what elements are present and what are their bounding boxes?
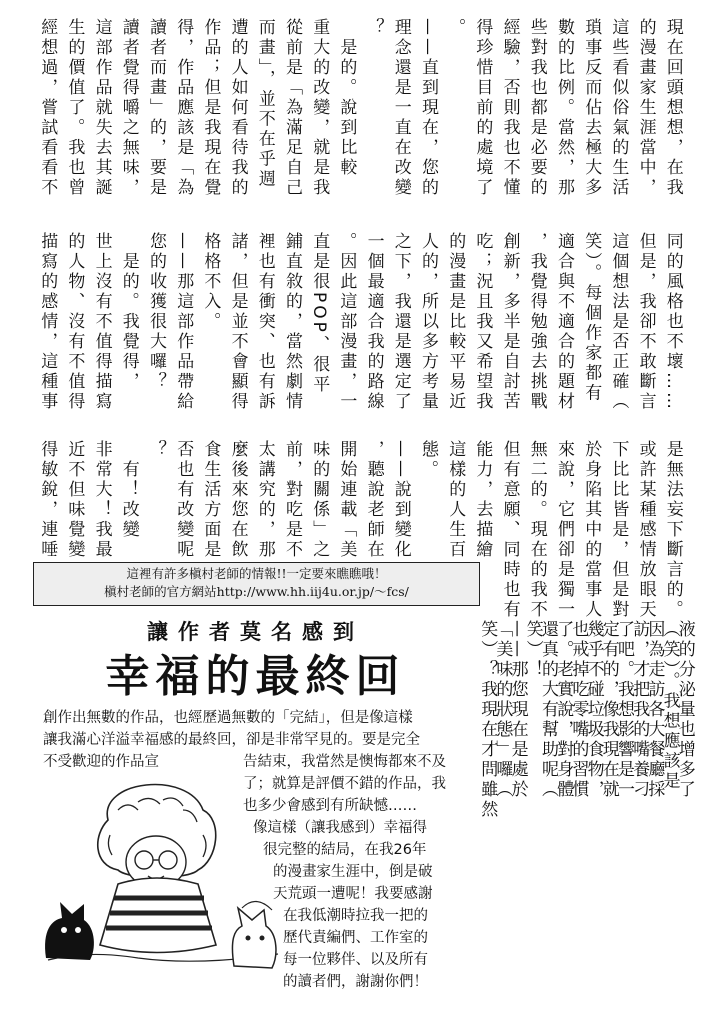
text-column: 這個想法是否正確（ (608, 232, 629, 412)
text-column: 於身陷其中的當事人 (581, 440, 602, 620)
text-column: ，聽說老師在 (363, 440, 384, 560)
note-line: 的讀者們，謝謝你們！ (283, 974, 428, 990)
text-column: 能力，去描繪 (472, 440, 493, 560)
banner-line-2: 槇村老師的官方網站http://www.hh.iij4u.or.jp/～fcs/ (104, 584, 409, 599)
note-line: 像這樣（讓我感到）幸福得 (253, 820, 427, 836)
text-column: 一個最適合我的路線 (363, 232, 384, 412)
text-column: 是的。我覺得， (118, 232, 139, 392)
text-column: 生的價值了。我也曾 (64, 18, 85, 198)
note-line: 了；就算是評價不錯的作品，我 (243, 776, 446, 792)
text-column: 理念還是一直在改變 (390, 18, 411, 198)
text-column: 笑）！ (522, 620, 543, 680)
note-line: 也多少會感到有所缺憾…… (243, 798, 417, 814)
text-column: 經想過，嘗試看看不 (37, 18, 58, 198)
text-column: 液的分泌量也增多了 (674, 620, 695, 800)
text-column: ，我覺得勉強去挑戰 (526, 232, 547, 412)
text-column: 開始連載「美 (336, 440, 357, 560)
text-column: 是無法妄下斷言的。 (662, 440, 683, 620)
text-column: 的人物、沒有不值得 (64, 232, 85, 412)
note-subtitle: 讓作者莫名感到 (147, 620, 364, 644)
note-line: 很完整的結局，在我26年 (263, 842, 427, 858)
text-column: 之下，我還是選定了 (390, 232, 411, 412)
text-column: ——那這部作品帶給 (173, 232, 194, 412)
text-column: 還真的大有幫助呢（ (538, 620, 558, 800)
text-column: 的漫畫是比較平易近 (445, 232, 466, 412)
text-column: 世上沒有不值得描寫 (91, 232, 112, 412)
text-column: 。 (445, 18, 466, 38)
text-column: 格格不入。 (200, 232, 221, 332)
text-column: 味的關係」之 (309, 440, 330, 560)
text-column: 經驗，否則我也不懂 (499, 18, 520, 198)
text-column: 得，作品應該是「為 (173, 18, 194, 198)
text-column: ？ (363, 18, 384, 38)
banner-line-1: 這裡有許多槇村老師的情報!!一定要來瞧瞧哦！ (126, 566, 387, 581)
note-line: 不受歡迎的作品宣 (43, 754, 159, 770)
text-column: ？ (146, 440, 166, 460)
website-banner (33, 562, 480, 606)
note-line: 告結束，我當然是懊悔都來不及 (243, 754, 446, 770)
text-column: （笑）。我想應該是 (659, 620, 680, 792)
text-column: 人的，所以多方考量 (418, 232, 438, 412)
note-title: 幸福的最終回 (105, 651, 406, 702)
text-column: 得珍惜目前的處境了 (472, 18, 493, 198)
text-column: 訪，才把我的嘴養刁 (629, 620, 650, 800)
text-column: 瑣事反而佔去極大多 (581, 18, 602, 198)
text-column: 前，對吃是不 (282, 440, 302, 560)
text-column: 讀者覺得嚼之無味， (118, 18, 139, 198)
note-line: 的漫畫家生涯中，倒是破 (273, 864, 433, 880)
text-column: 非常大！我最 (91, 440, 112, 560)
text-column: 創新，多半是自討苦 (499, 232, 520, 412)
text-column: 麼後來您在飲 (227, 440, 248, 560)
text-column: 但有意願、同時也有 (499, 440, 520, 620)
text-column: ——說到變化 (390, 440, 411, 560)
text-column: ——那您現在是處於 (507, 620, 528, 800)
text-column: 定有的，像我現在就 (598, 620, 619, 800)
text-column: 吃；況且我又希望我 (472, 232, 493, 412)
text-column: 適合與不適合的題材 (554, 232, 574, 412)
text-column: 而畫」，並不在乎週 (254, 18, 275, 190)
text-column: 或許某種感情放眼天 (635, 440, 656, 620)
text-column: 遭的人如何看待我的 (227, 18, 248, 198)
text-column: 這些看似俗氣的生活 (608, 18, 629, 198)
text-column: 裡也有衝突、也有訴 (254, 232, 275, 412)
text-column: 這樣的人生百 (445, 440, 466, 560)
text-column: 作品；但是我現在覺 (200, 18, 221, 198)
text-column: 重大的改變，就是我 (309, 18, 330, 198)
text-column: 來說，它們卻是獨一 (554, 440, 574, 620)
text-column: 的漫畫家生涯當中， (635, 18, 656, 198)
note-line: 每一位夥伴、以及所有 (283, 952, 428, 968)
note-line: 創作出無數的作品，也經歷過無數的「完結」，但是像這樣 (43, 710, 413, 726)
note-line: 歷代責編們、工作室的 (283, 930, 428, 946)
text-column: 現在回頭想想，在我 (662, 18, 683, 198)
text-column: 從前是「為滿足自己 (282, 18, 302, 198)
text-column: 因為走訪各大餐廳採 (644, 620, 665, 800)
text-column: 直是很POP、很平 (309, 232, 330, 395)
note-line: 天荒頭一遭呢！我要感謝 (273, 886, 433, 902)
text-column: 了吧。我想影響是一 (614, 620, 634, 800)
author-illustration (38, 780, 288, 980)
text-column: 了。老實說，對身體 (553, 620, 574, 800)
text-column: 鋪直敘的，當然劇情 (282, 232, 302, 412)
text-column: 笑）？我現在才問雖然 (477, 620, 498, 820)
text-column: 但是，我卻不敢斷言 (635, 232, 656, 412)
text-column: 幾乎不碰垃圾食物， (583, 620, 604, 800)
text-column: ——直到現在，您的 (418, 18, 438, 198)
text-column: 無二的。現在的我不 (526, 440, 547, 620)
text-column: 您的收獲很大囉？ (146, 232, 166, 392)
text-column: 諸，但是並不會顯得 (227, 232, 248, 412)
text-column: 食生活方面是 (200, 440, 221, 560)
text-column: 太講究的，那 (254, 440, 275, 560)
text-column: 「美味的狀態」囉（ (492, 620, 513, 800)
text-column: 這部作品就失去其誕 (91, 18, 112, 198)
text-column: 同的風格也不壞…… (662, 232, 683, 412)
text-column: 描寫的感情，這種事 (37, 232, 58, 412)
text-column: 些對我也都是必要的 (526, 18, 547, 198)
text-column: 近不但味覺變 (64, 440, 85, 560)
text-column: 否也有改變呢 (173, 440, 194, 560)
text-column: 是的。說到比較 (336, 18, 357, 178)
text-column: 讀者而畫」的，要是 (146, 18, 166, 198)
note-line: 在我低潮時拉我一把的 (283, 908, 428, 924)
text-column: 下比比皆是，但是對 (608, 440, 629, 620)
text-column: 。因此這部漫畫，一 (336, 232, 357, 412)
text-column: 得敏銳，連唾 (37, 440, 58, 560)
note-line: 讓我滿心洋溢幸福感的最終回，卻是非常罕見的。要是完全 (43, 732, 420, 748)
text-column: 有！改變 (118, 440, 139, 540)
text-column: 態。 (418, 440, 438, 480)
text-column: 笑）。每個作家都有 (581, 232, 602, 404)
text-column: 數的比例。當然，那 (554, 18, 574, 198)
text-column: 也戒掉吃零嘴的習慣 (568, 620, 589, 800)
